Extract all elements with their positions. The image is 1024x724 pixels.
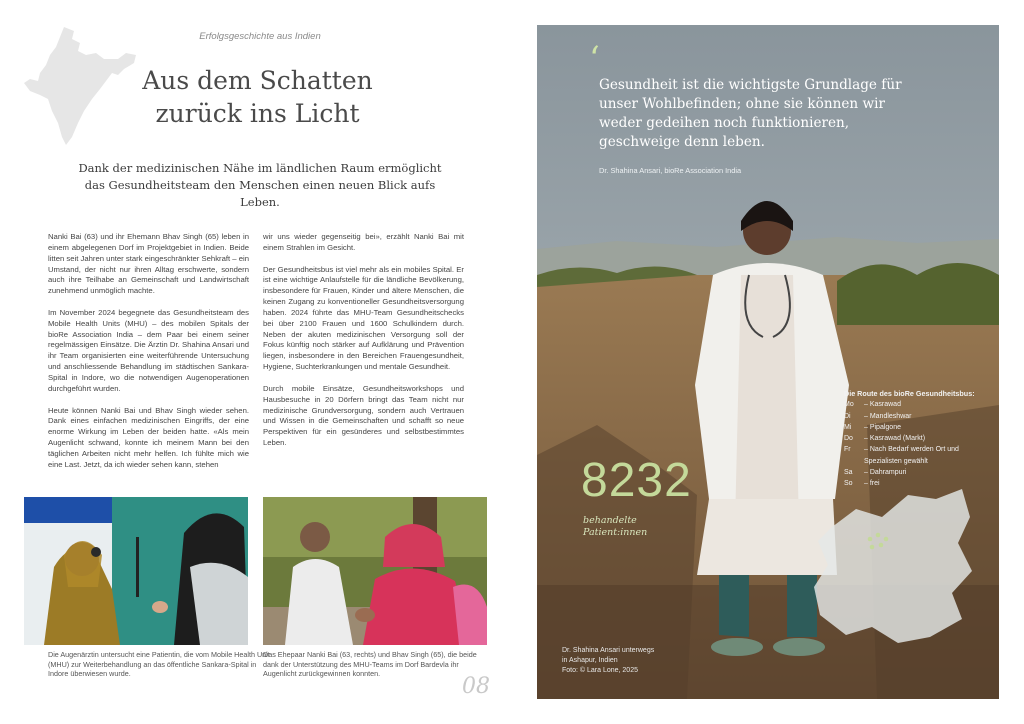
- patient-count-label: [583, 515, 647, 539]
- bus-route: [844, 388, 994, 490]
- title-line-2: zurück ins Licht: [155, 99, 360, 128]
- paragraph: Durch mobile Einsätze, Gesundheitsworkshops und Hausbesuche in 20 Dörfern bringt das Team nicht nur medizinische Grundversorgung, sondern auch Vertrauen und Wissen in die Gemeinschaften und schafft so neue Perspektiven für ein gesünderes und selbstbestimmtes Leben.: [263, 383, 464, 448]
- route-row: [844, 422, 994, 433]
- district-map-icon: [812, 487, 974, 645]
- route-place: – Pipalgone: [864, 423, 901, 431]
- route-row: [844, 433, 994, 444]
- route-title: Die Route des bioRe Gesundheitsbus:: [844, 389, 975, 398]
- photo-credit-line-1: Dr. Shahina Ansari unterwegs: [562, 647, 655, 654]
- stat-label-line-1: behandelte: [583, 515, 637, 526]
- pull-quote: Gesundheit ist die wichtigste Grundlage für unser Wohlbefinden; ohne sie können wir weder gedeihen noch funktionieren, geschweige denn leben.: [599, 77, 902, 150]
- body-column-1: [48, 232, 249, 481]
- route-day: Di: [844, 412, 851, 420]
- subtitle: Dank der medizinischen Nähe im ländlichen Raum ermöglicht das Gesundheitsteam den Menschen einen neuen Blick aufs Leben.: [78, 161, 442, 209]
- route-place: – Nach Bedarf werden Ort und Spezialisten gewählt: [864, 446, 959, 465]
- caption-photo-1: Die Augenärztin untersucht eine Patientin, die vom Mobile Health Unit (MHU) zur Weiterbehandlung an das öffentliche Sankara-Spital in Indore überwiesen wurde.: [48, 650, 270, 679]
- route-day: Do: [844, 435, 853, 443]
- route-row: [844, 399, 994, 410]
- route-day: Mo: [844, 401, 854, 409]
- title-line-1: Aus dem Schatten: [142, 66, 373, 95]
- right-page-photo: [537, 25, 999, 699]
- paragraph: Heute können Nanki Bai und Bhav Singh wieder sehen. Dank eines einfachen medizinischen Eingriffs, der eine enorme Wirkung im Leben der beiden hatte. «Als mein Augenlicht schwand, konnte ich meinem Mann bei den täglichen Arbeiten nicht mehr helfen. Ich fühlte mich wie eine Last. Jetzt, da ich wieder sehen kann, stehen: [48, 405, 249, 469]
- route-place: – Kasrawad: [864, 401, 901, 409]
- body-column-2: [263, 232, 464, 460]
- photo-credit-line-2: in Ashapur, Indien: [562, 657, 618, 664]
- quote-mark-icon: ‘: [589, 39, 600, 79]
- route-day: Fr: [844, 446, 851, 454]
- route-place: – frei: [864, 480, 880, 488]
- route-place: – Mandleshwar: [864, 412, 912, 420]
- photo-credit-line-3: Foto: © Lara Lone, 2025: [562, 667, 638, 674]
- paragraph: Im November 2024 begegnete das Gesundheitsteam des Mobile Health Units (MHU) – des mobilen Spitals der bioRe Association India – dem Paar bei einem seiner regelmässigen Einsätze. Die Ärztin Dr. Shahina Ansari und ihr Team organisierten eine weiterführende Untersuchung und anschliessende Behandlung im städtischen Sankara-Spital in Indore, wo die notwendigen Augenoperationen durchgeführt wurden.: [48, 307, 249, 393]
- paragraph: Der Gesundheitsbus ist viel mehr als ein mobiles Spital. Er ist eine wichtige Anlaufstelle für die ländliche Bevölkerung, insbesondere für Frauen, Kinder und ältere Menschen, die keinen Zugang zu konventioneller Gesundheitsversorgung haben. 2024 führte das MHU-Team Gesundheitschecks bei über 2100 Frauen und 1600 Schulkindern durch. Neben der akuten medizinischen Versorgung soll der Fokus künftig noch stärker auf Aufklärung und Prävention liegen, insbesondere in den Bereichen Frauengesundheit, Hygiene, Suchterkrankungen und mentale Gesundheit.: [263, 264, 464, 372]
- paragraph: Nanki Bai (63) und ihr Ehemann Bhav Singh (65) leben in einem abgelegenen Dorf im Projektgebiet in Indien. Beide litten seit Jahren unter stark eingeschränkter Sehkraft – ein Umstand, der nicht nur ihren Alltag erschwerte, sondern auch ihre Teilhabe an Gemeinschaft und Landwirtschaft zunehmend unmöglich machte.: [48, 232, 249, 296]
- route-row: [844, 444, 994, 467]
- photo-couple: [263, 497, 487, 645]
- page-title: [100, 64, 415, 130]
- route-day: Sa: [844, 469, 853, 477]
- quote-source: Dr. Shahina Ansari, bioRe Association India: [599, 166, 742, 175]
- photo-eye-exam: [24, 497, 248, 645]
- stat-label-line-2: Patient:innen: [583, 527, 648, 538]
- route-day: So: [844, 480, 853, 488]
- route-place: – Kasrawad (Markt): [864, 435, 926, 443]
- caption-photo-2: Das Ehepaar Nanki Bai (63, rechts) und Bhav Singh (65), die beide dank der Unterstützung des MHU-Teams im Dorf Bardevla ihr Augenlicht zurückgewinnen konnten.: [263, 650, 477, 679]
- route-day: Mi: [844, 423, 852, 431]
- kicker: Erfolgsgeschichte aus Indien: [199, 31, 321, 42]
- route-row: [844, 467, 994, 478]
- paragraph: wir uns wieder gegenseitig bei», erzählt Nanki Bai mit einem Strahlen im Gesicht.: [263, 232, 464, 252]
- photo-credit: [562, 646, 654, 676]
- route-place: – Dahrampuri: [864, 469, 907, 477]
- page-number: 08: [462, 674, 490, 699]
- route-row: [844, 411, 994, 422]
- patient-count: 8232: [581, 454, 692, 507]
